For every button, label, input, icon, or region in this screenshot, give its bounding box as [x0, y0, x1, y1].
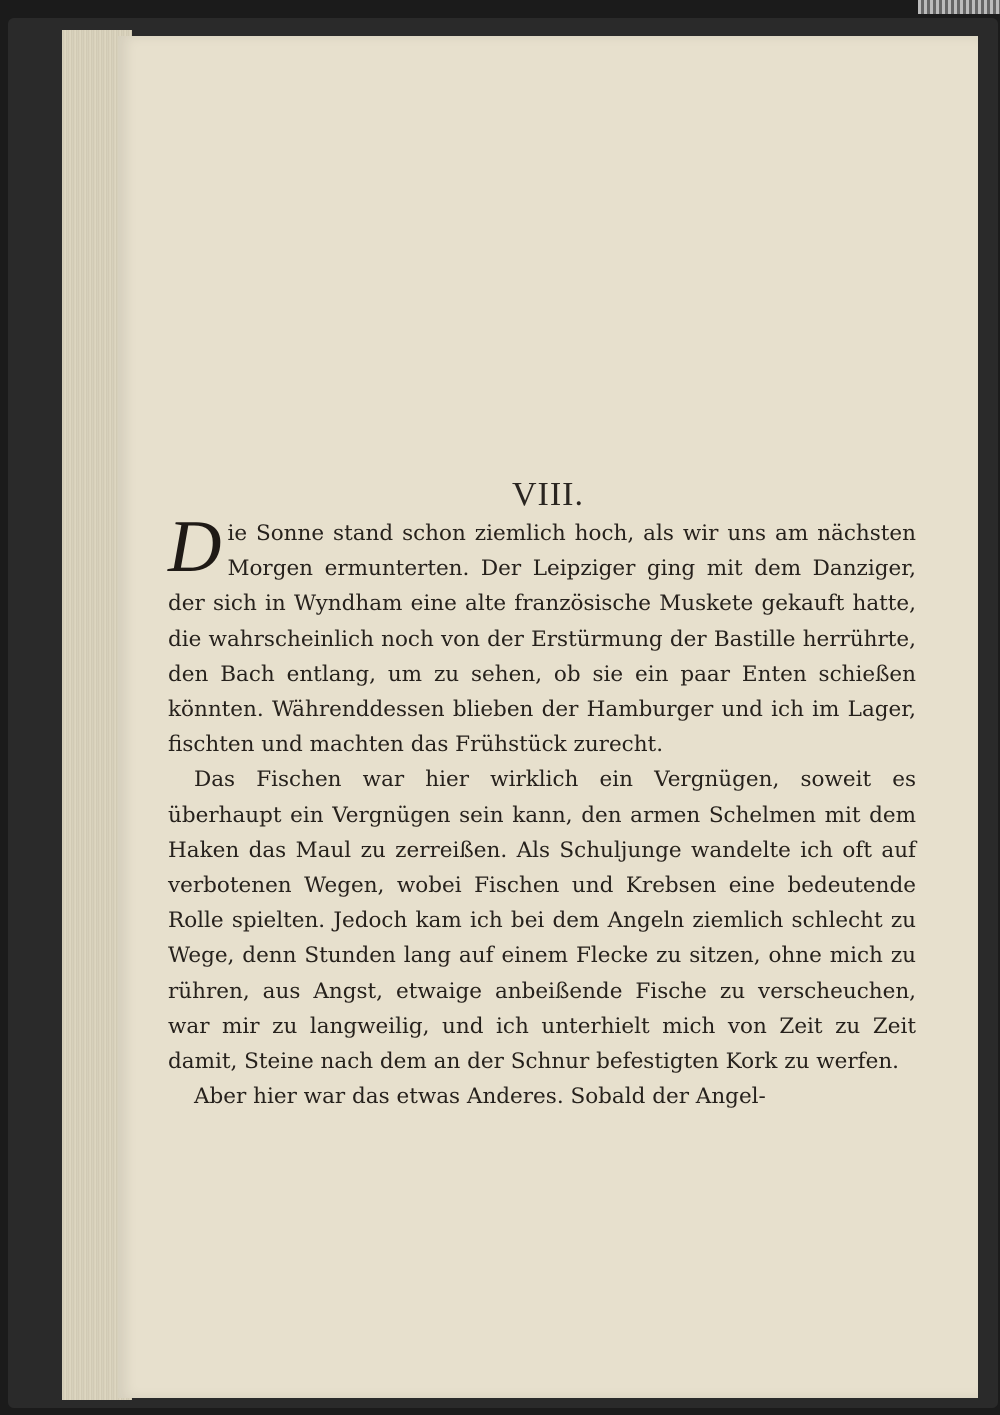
paragraph-1: [168, 506, 916, 762]
paragraph-3: Aber hier war das etwas Anderes. Sobald der Angel-: [194, 1084, 766, 1110]
drop-cap: D: [168, 506, 222, 588]
body-text: [168, 506, 916, 1114]
paragraph-1-text: ie Sonne stand schon ziemlich hoch, als wir uns am nächsten Morgen ermunterten. Der Leipziger ging mit dem Danziger, der sich in Wyndham eine alte französische Muskete gekauft hatte, die wahrscheinlich noch von der Erstürmung der Bastille herrührte, den Bach entlang, um zu sehen, ob sie ein paar Enten schießen könnten. Währenddessen blieben der Hamburger und ich im Lager, fischten und machten das Frühstück zurecht.: [168, 521, 916, 758]
paragraph-2: Das Fischen war hier wirklich ein Vergnügen, soweit es überhaupt ein Vergnügen sein kann, den armen Schelmen mit dem Haken das Maul zu zerreißen. Als Schuljunge wandelte ich oft auf verbotenen Wegen, wobei Fischen und Krebsen eine bedeutende Rolle spielten. Jedoch kam ich bei dem Angeln ziemlich schlecht zu Wege, denn Stunden lang auf einem Flecke zu sitzen, ohne mich zu rühren, aus Angst, etwaige anbeißende Fische zu verscheuchen, war mir zu langweilig, und ich unterhielt mich von Zeit zu Zeit damit, Steine nach dem an der Schnur befestigten Kork zu werfen.: [168, 767, 916, 1075]
scan-edge-strip: [918, 0, 1000, 14]
chapter-heading: VIII.: [511, 476, 585, 513]
